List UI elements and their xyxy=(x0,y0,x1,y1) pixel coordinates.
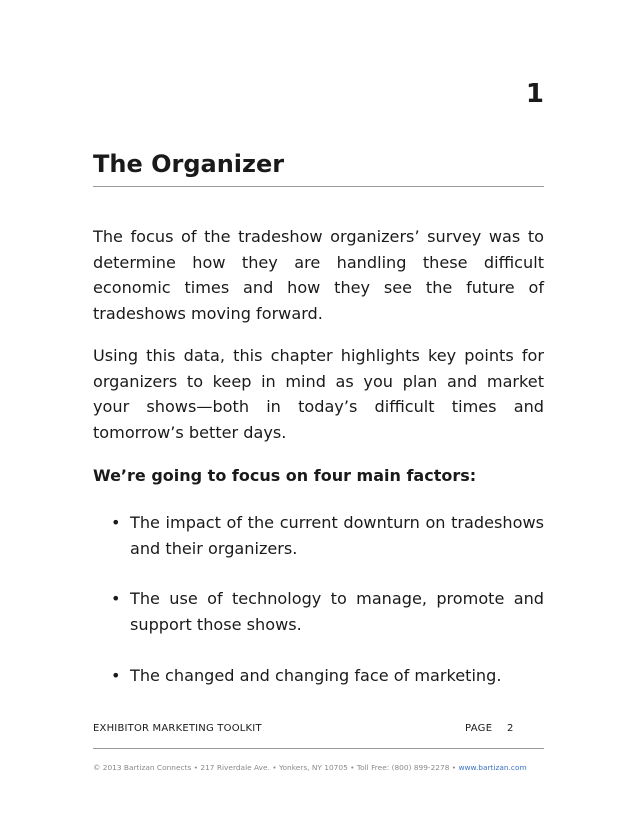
bullet-icon: • xyxy=(111,513,121,532)
list-item xyxy=(93,586,544,637)
footer-page-number: 2 xyxy=(507,723,514,734)
footer-divider xyxy=(93,748,544,749)
title-divider xyxy=(93,186,544,187)
chapter-title: The Organizer xyxy=(93,150,285,178)
copyright-line xyxy=(93,763,527,772)
footer-page-label: PAGE xyxy=(465,723,493,734)
website-link[interactable]: www.bartizan.com xyxy=(458,763,527,772)
list-item xyxy=(93,510,544,561)
chapter-number: 1 xyxy=(525,79,544,109)
list-item-text: The impact of the current downturn on tradeshows and their organizers. xyxy=(130,513,544,558)
factors-heading: We’re going to focus on four main factors: xyxy=(93,466,477,485)
list-item-text: The changed and changing face of marketing. xyxy=(130,665,502,685)
data-paragraph: Using this data, this chapter highlights key points for organizers to keep in mind as you plan and market your shows—both in today’s difficult times and tomorrow’s better days. xyxy=(93,346,544,443)
bullet-icon: • xyxy=(111,665,121,685)
intro-paragraph: The focus of the tradeshow organizers’ survey was to determine how they are handling these difficult economic times and how they see the future of tradeshows moving forward. xyxy=(93,227,544,324)
list-item xyxy=(93,663,544,689)
list-item-text: The use of technology to manage, promote and support those shows. xyxy=(130,589,544,635)
footer-doc-title: EXHIBITOR MARKETING TOOLKIT xyxy=(93,723,262,734)
copyright-text: © 2013 Bartizan Connects • 217 Riverdale Ave. • Yonkers, NY 10705 • Toll Free: (800) 899-2278 • xyxy=(93,763,459,772)
bullet-icon: • xyxy=(111,589,121,609)
factors-list xyxy=(93,510,544,689)
